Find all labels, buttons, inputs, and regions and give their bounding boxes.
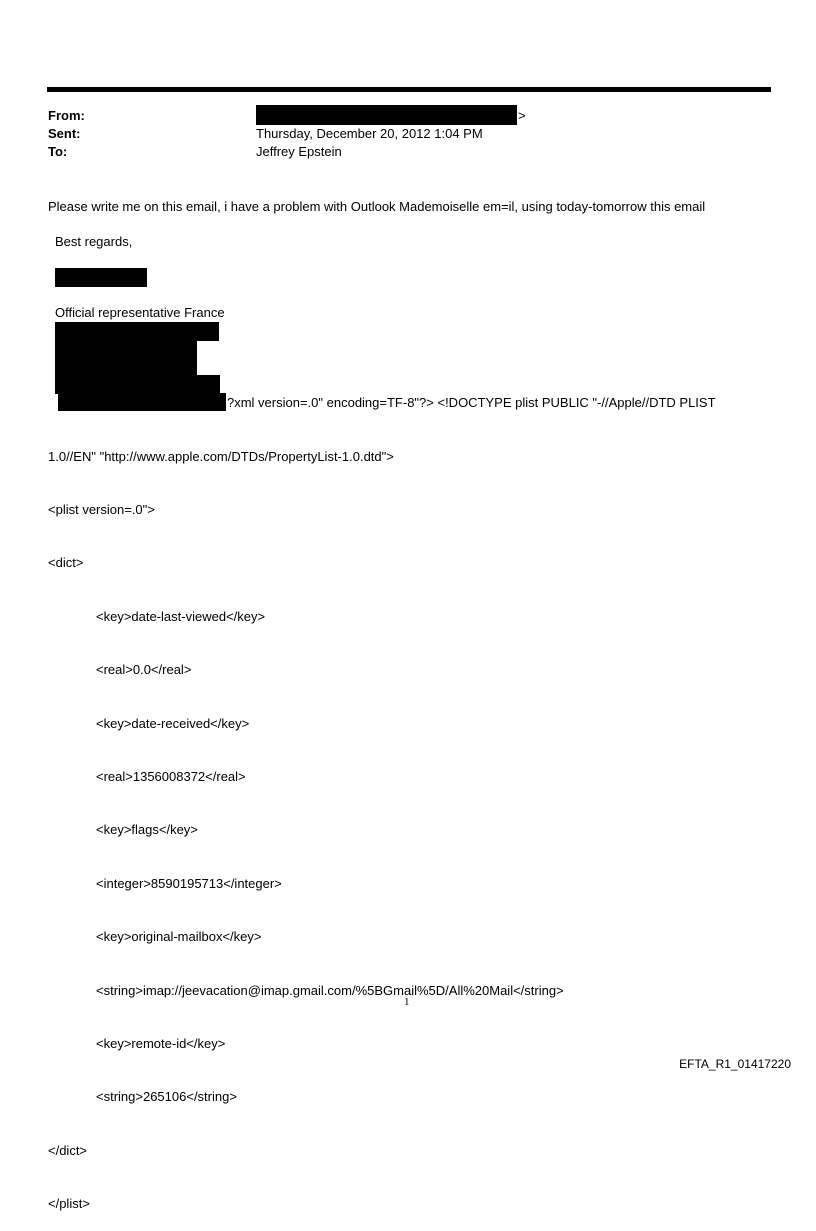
page-number: 1	[404, 996, 410, 1008]
xml-line: <key>flags</key>	[96, 822, 198, 838]
redacted-signature-name	[55, 268, 147, 287]
from-value-tail: >	[518, 108, 526, 123]
xml-line: <key>original-mailbox</key>	[96, 929, 262, 945]
xml-line: </dict>	[48, 1142, 88, 1158]
sent-value: Thursday, December 20, 2012 1:04 PM	[256, 126, 483, 141]
xml-line: <real>0.0</real>	[96, 662, 192, 678]
xml-line: <plist version=.0">	[48, 501, 155, 517]
to-label: To:	[48, 144, 68, 159]
xml-line: 1.0//EN" "http://www.apple.com/DTDs/PropertyList-1.0.dtd">	[48, 448, 394, 464]
xml-line: <key>remote-id</key>	[96, 1035, 226, 1051]
to-value: Jeffrey Epstein	[256, 144, 342, 159]
xml-line: <integer>8590195713</integer>	[96, 875, 282, 891]
redacted-block-5	[58, 393, 226, 411]
signature-title: Official representative France	[55, 305, 225, 320]
message-text: Please write me on this email, i have a problem with Outlook Mademoiselle em=il, using today-tomorrow this email	[48, 199, 706, 214]
redacted-block-3	[55, 357, 197, 376]
document-id: EFTA_R1_01417220	[679, 1057, 791, 1071]
xml-line: <dict>	[48, 555, 84, 571]
xml-first-line-tail: ?xml version=.0" encoding=TF-8"?> <!DOCTYPE plist PUBLIC "-//Apple//DTD PLIST	[227, 395, 716, 410]
redacted-block-1	[55, 322, 219, 341]
redacted-from-address	[256, 105, 517, 125]
xml-body	[48, 412, 564, 1231]
regards-text: Best regards,	[55, 234, 133, 249]
xml-line: <string>265106</string>	[96, 1089, 237, 1105]
xml-line: <key>date-last-viewed</key>	[96, 608, 266, 624]
xml-line: <real>1356008372</real>	[96, 768, 246, 784]
header-rule	[47, 87, 771, 92]
xml-line: <key>date-received</key>	[96, 715, 250, 731]
from-label: From:	[48, 108, 85, 123]
xml-line: <string>imap://jeevacation@imap.gmail.com/%5BGmail%5D/All%20Mail</string>	[96, 982, 564, 998]
sent-label: Sent:	[48, 126, 81, 141]
xml-line: </plist>	[48, 1196, 90, 1212]
redacted-block-4	[55, 375, 220, 394]
